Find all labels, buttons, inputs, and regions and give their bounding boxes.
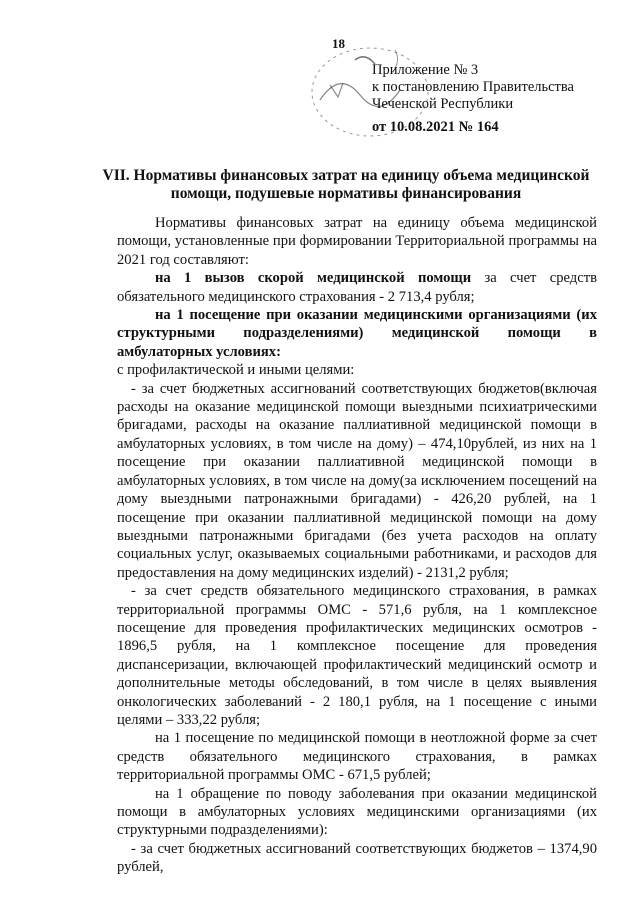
document-body xyxy=(117,214,597,877)
appendix-line-3: Чеченской Республики xyxy=(372,96,514,112)
paragraph-outpatient-visit: на 1 посещение при оказании медицинскими организациями (их структурными подразделениями) медицинской помощи в амбулаторных условиях: xyxy=(117,307,597,360)
appendix-line-2: к постановлению Правительства xyxy=(372,79,574,95)
paragraph-prophylactic: с профилактической и иными целями: xyxy=(117,362,355,379)
appendix-header xyxy=(372,62,574,136)
paragraph-ambulance-bold: на 1 вызов скорой медицинской помощи xyxy=(155,270,472,287)
section-title: VII. Нормативы финансовых затрат на единицу объема медицинской помощи, подушевые нормативы финансирования xyxy=(102,167,590,202)
paragraph-ambulance xyxy=(117,269,597,306)
paragraph-budget-treatment: - за счет бюджетных ассигнований соответствующих бюджетов – 1374,90 рублей, xyxy=(117,840,597,876)
paragraph-disease-treatment: на 1 обращение по поводу заболевания при оказании медицинской помощи в амбулаторных условиях медицинскими организациями (их структурными подразделениями): xyxy=(117,785,597,839)
appendix-line-1: Приложение № 3 xyxy=(372,62,479,78)
paragraph-ambulance-rest: за счет средств обязательного медицинского страхования - 2 713,4 рубля; xyxy=(117,270,597,305)
appendix-date-number: от 10.08.2021 № 164 xyxy=(372,119,499,135)
paragraph-oms-funds: - за счет средств обязательного медицинского страхования, в рамках территориальной программы ОМС - 571,6 рубля, на 1 комплексное посещение для проведения профилактических медицинских осмотров - 1896,5 рубля, на 1 комплексное посещение для проведения диспансеризации, включающей профилактический медицинский осмотр и дополнительные методы обследований, в том числе в целях выявления онкологических заболеваний - 2 180,1 рубля, на 1 посещение с иными целями – 333,22 рубля; xyxy=(117,583,597,728)
paragraph-budget-allocations: - за счет бюджетных ассигнований соответствующих бюджетов(включая расходы на оказание медицинской помощи выездными психиатрическими бригадами, расходы на оказание паллиативной медицинской помощи в амбулаторных условиях, в том числе на дому) – 474,10рублей, из них на 1 посещение при оказании паллиативной медицинской помощи в амбулаторных условиях, в том числе на дому(за исключением посещений на дому выездными патронажными бригадами) - 426,20 рублей, на 1 посещение при оказании паллиативной медицинской помощи на дому выездными патронажными бригадами (без учета расходов на оплату социальных услуг, оказываемых социальными работниками, и расходов для предоставления на дому медицинских изделий) - 2131,2 рубля; xyxy=(117,380,597,581)
paragraph-urgent-care: на 1 посещение по медицинской помощи в неотложной форме за счет средств обязательного медицинского страхования, в рамках территориальной программы ОМС - 671,5 рублей; xyxy=(117,730,597,784)
page-number: 18 xyxy=(332,36,345,51)
paragraph-intro: Нормативы финансовых затрат на единицу объема медицинской помощи, установленные при формировании Территориальной программы на 2021 год составляют: xyxy=(117,215,597,268)
